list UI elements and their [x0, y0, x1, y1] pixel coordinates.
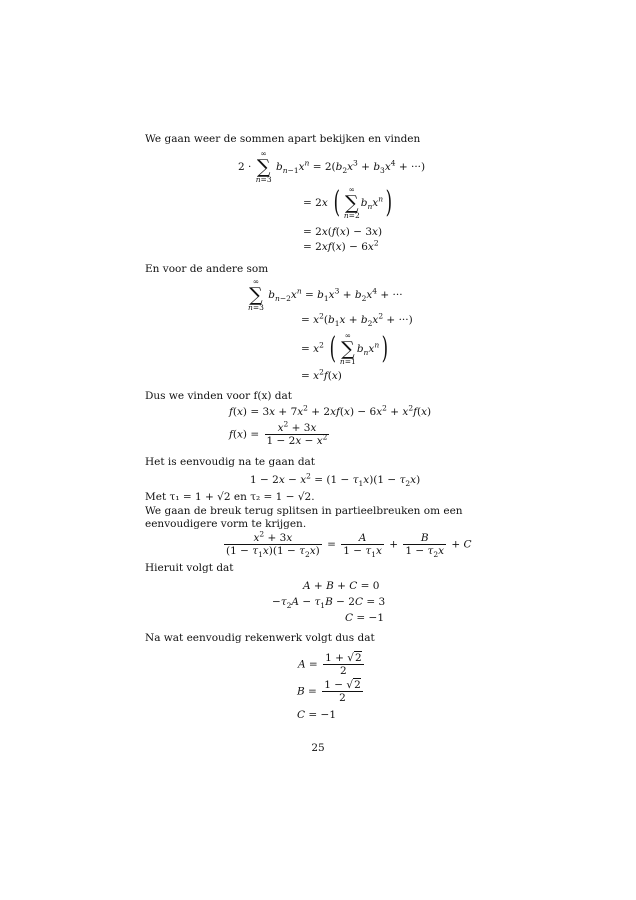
paragraph-7: Hieruit volgt dat — [145, 562, 234, 574]
equation-3-row-1: $f(x) = 3x + 7x^2 + 2xf(x) - 6x^2 + x^2f(x)$ — [229, 403, 432, 418]
equation-7-row-3: C = −1 — [297, 709, 336, 721]
equation-5: $\frac{x^2 + 3x}{(1 - \tau_1x)(1 - \tau_2x)}$ = $\frac{A}{1 - \tau_1x}$ + $\frac{B}{1 - \tau_2x}$ + C — [226, 529, 472, 560]
equation-1-row-3: = 2x(f(x) − 3x) — [303, 226, 383, 238]
equation-1-row-1: 2 · ∞ ∑ n=3 $b_{n-1}x^n = 2(b_2x^3 + b_3x^4$ + ···) — [238, 149, 426, 184]
page-number: 25 — [311, 742, 325, 754]
equation-3-row-2: f(x) = $\frac{x^2 + 3x}{1 - 2x - x^2}$ — [229, 419, 328, 447]
equation-7-row-2: B = $\frac{1 - √2}{2}$ — [297, 679, 361, 704]
equation-2-row-2: = $x^2(b_1x + b_2x^2$ + ···) — [301, 311, 413, 329]
equation-2-row-3: = $x^2$ ( ∞ ∑ n=1 $b_nx^n$) — [301, 331, 389, 366]
paragraph-5: Met τ₁ = 1 + √2 en τ₂ = 1 − √2. — [145, 491, 315, 503]
equation-6-row-1: A + B + C = 0 — [303, 580, 380, 592]
equation-7-row-1: A = $\frac{1 + √2}{2}$ — [298, 652, 362, 677]
equation-2-row-1: ∞ ∑ n=3 $b_{n-2}x^n = b_1x^3 + b_2x^4$ + ··· — [248, 277, 403, 312]
equation-2-row-4: = $x^2f(x)$ — [301, 367, 342, 382]
paragraph-8: Na wat eenvoudig rekenwerk volgt dus dat — [145, 632, 375, 644]
paragraph-6: We gaan de breuk terug splitsen in partieelbreuken om een eenvoudigere vorm te krijgen. — [145, 505, 463, 530]
paragraph-4: Het is eenvoudig na te gaan dat — [145, 456, 316, 468]
equation-6-row-3: C = −1 — [345, 612, 384, 624]
paragraph-3: Dus we vinden voor f(x) dat — [145, 390, 293, 402]
equation-1-row-4: = $2xf(x) - 6x^2$ — [303, 238, 379, 253]
equation-6-row-2: $-\tau_2A - \tau_1B - 2C = 3$ — [272, 596, 386, 611]
paragraph-1: We gaan weer de sommen apart bekijken en vinden — [145, 133, 421, 145]
equation-4: $1 - 2x - x^2 = (1 - \tau_1x)(1 - \tau_2x)$ — [250, 471, 421, 489]
paragraph-2: En voor de andere som — [145, 263, 269, 275]
equation-1-row-2: = 2x ( ∞ ∑ n=2 $b_nx^n$) — [303, 185, 393, 220]
